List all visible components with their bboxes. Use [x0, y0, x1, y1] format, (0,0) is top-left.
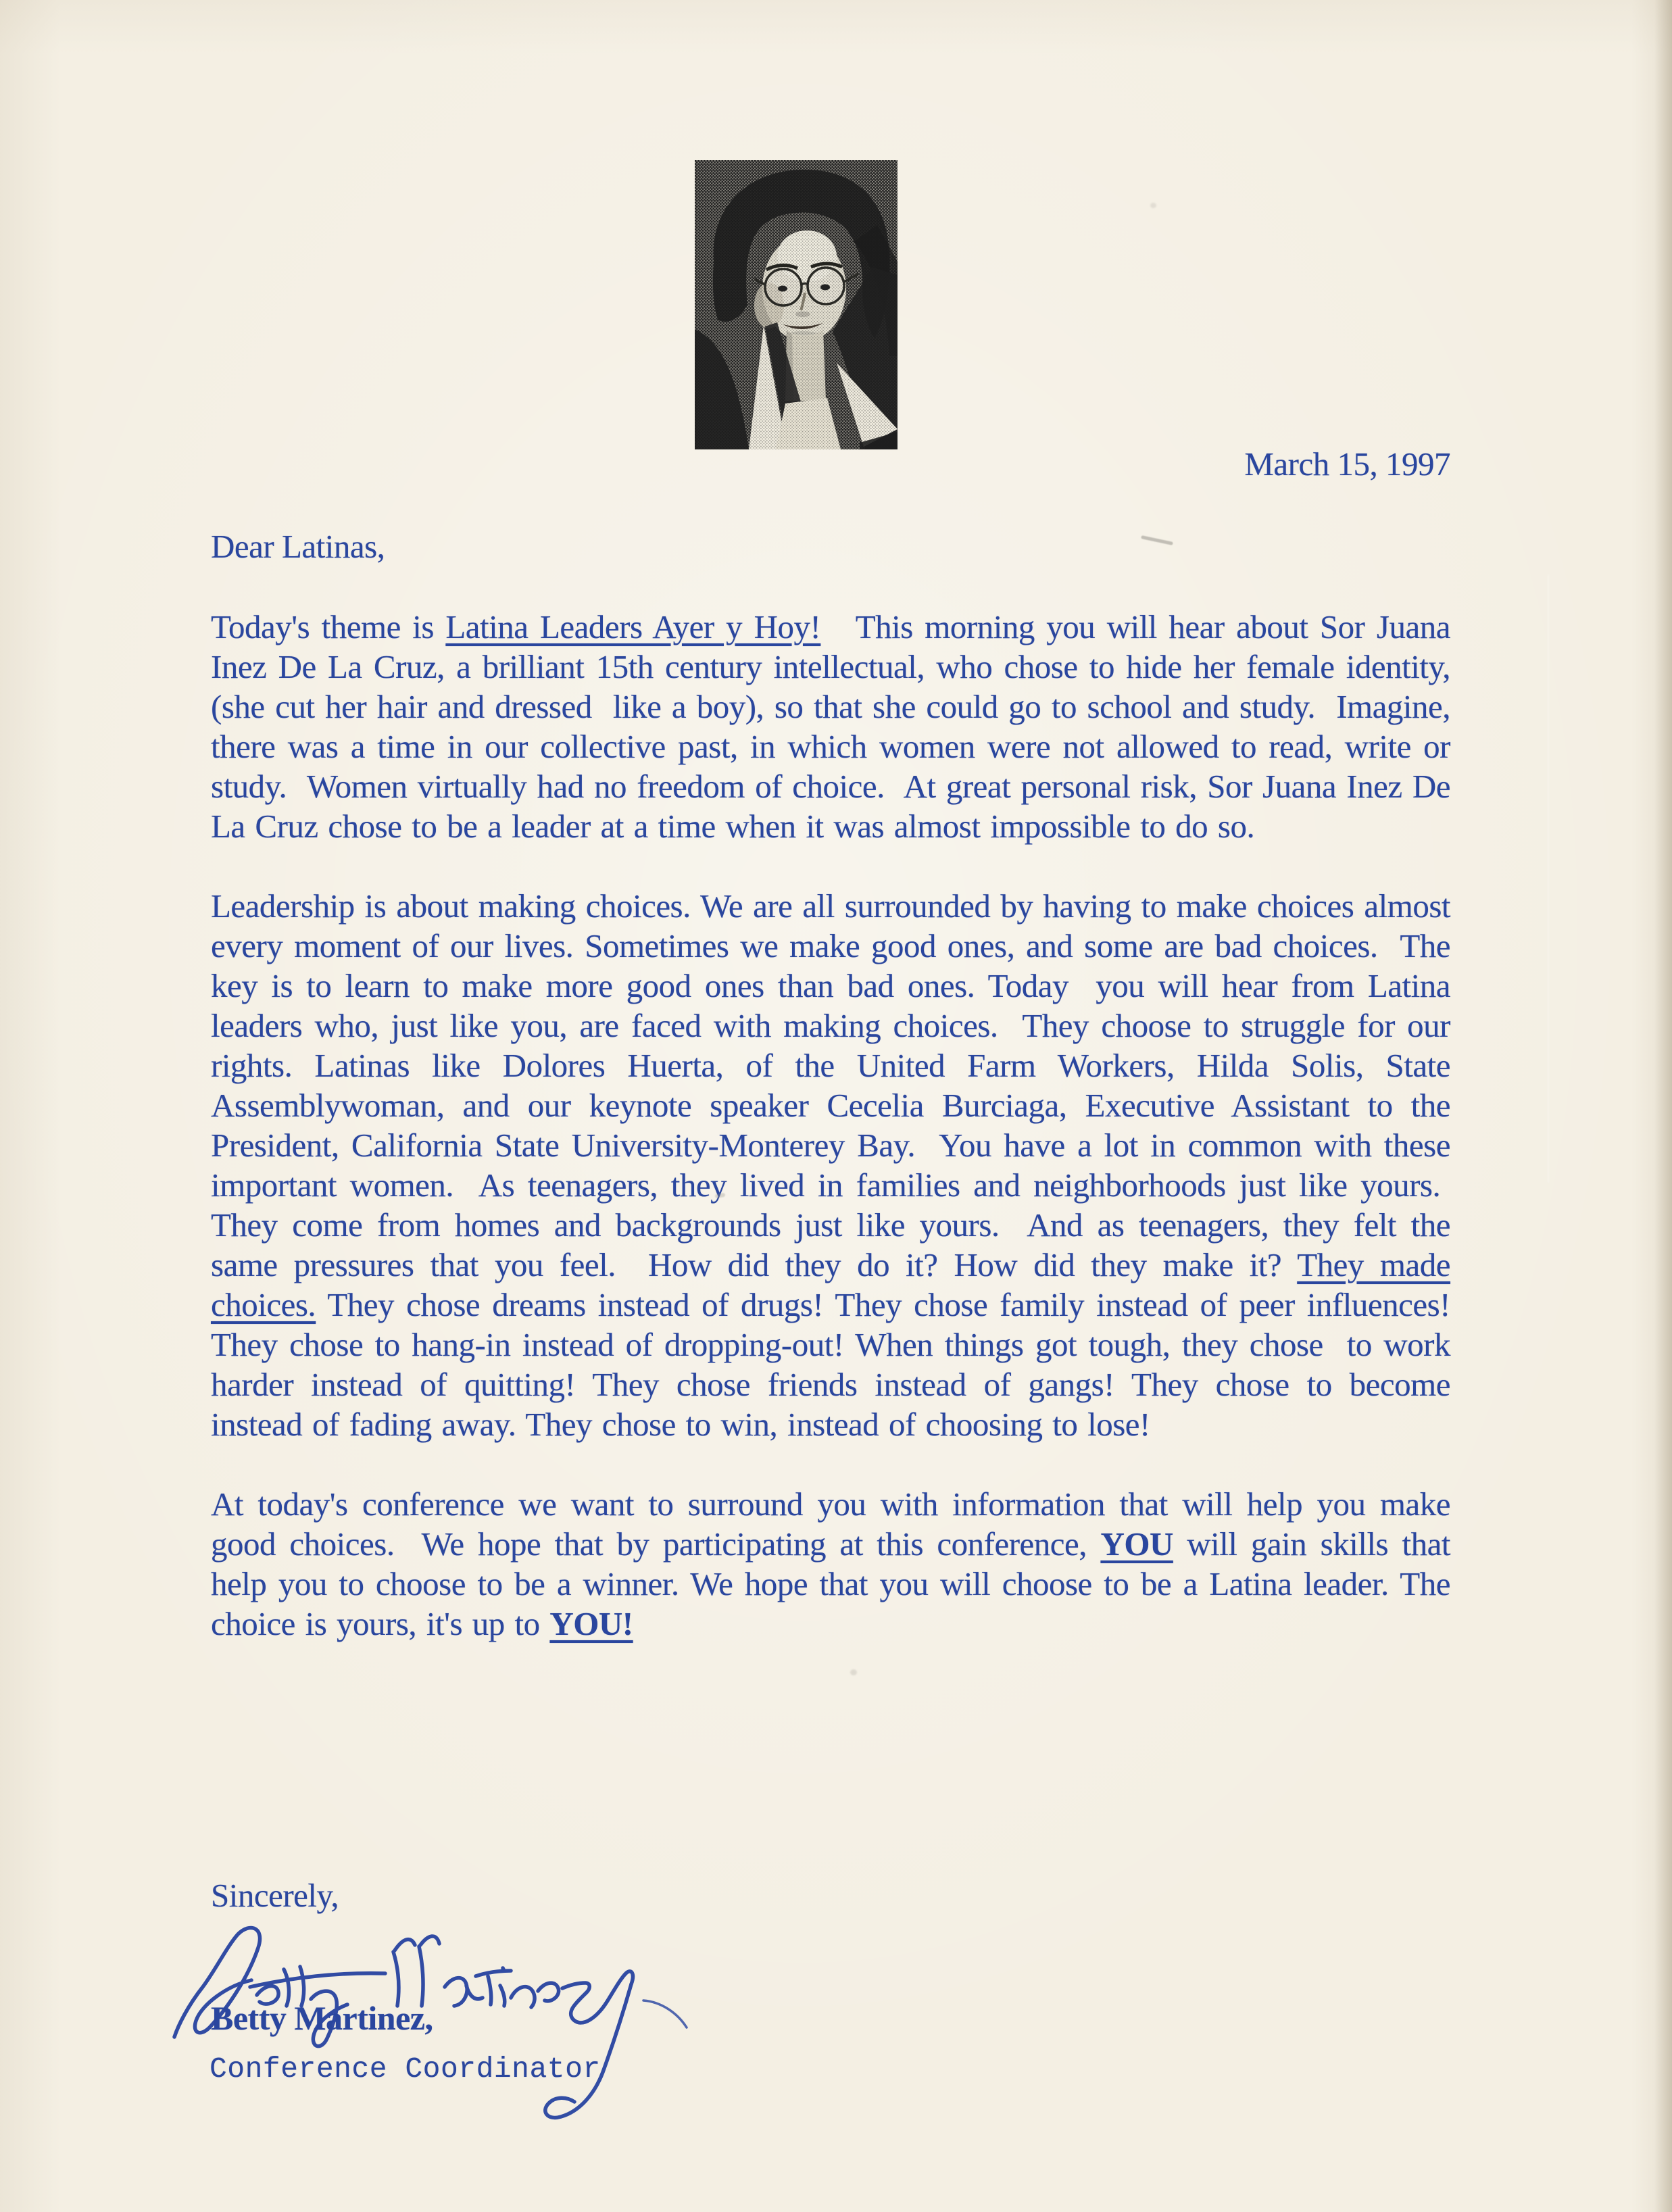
paragraph-text: Leadership is about making choices. We are all surrounded by having to make choices almost every moment of our lives. Sometimes we make good ones, and some are bad choices. The key is to learn to make more good ones than bad ones. Today you will hear from Latina leaders who, just like you, are faced with making choices. They choose to struggle for our rights. Latinas like Dolores Huerta, of the United Farm Workers, Hilda Solis, State Assemblywoman, and our keynote speaker Cecelia Burciaga, Executive Assistant to the President, California State University-Monterey Bay. You have a lot in common with these important women. As teenagers, they lived in families and neighborhoods just like yours. They come from homes and backgrounds just like yours. And as teenagers, they felt the same pressures that you feel. How did they do it? How did they make it? [211, 887, 1450, 1283]
page-edge-shadow [1654, 0, 1672, 2212]
emphasized-text: YOU [1100, 1525, 1173, 1563]
emphasized-text: They made choices. [211, 1246, 1450, 1323]
stray-pen-mark [643, 2000, 687, 2027]
portrait-photo [695, 160, 898, 449]
paragraph-text: They chose dreams instead of drugs! They chose family instead of peer influences! They chose to hang-in instead of dropping-out! When things got tough, they chose to work harder instead of quitting! They chose friends instead of gangs! They chose to become instead of fading away. They chose to win, instead of choosing to lose! [211, 1286, 1450, 1443]
scan-speck [1150, 203, 1156, 208]
paper-crease [1548, 574, 1549, 1183]
emphasized-text: Latina Leaders Ayer y Hoy! [445, 608, 821, 645]
emphasized-text: YOU! [549, 1605, 633, 1642]
scan-speck [850, 1669, 857, 1675]
paragraph-text: Today's theme is [211, 608, 446, 645]
valediction: Sincerely, [211, 1877, 339, 1914]
salutation: Dear Latinas, [211, 528, 385, 565]
pencil-smudge [1141, 535, 1173, 545]
letter-body [211, 607, 1450, 1644]
signed-name: Betty Martinez, [211, 1999, 433, 2037]
letter-paragraph [211, 607, 1450, 846]
portrait-photo-graphic [695, 160, 898, 449]
paragraph-text: This morning you will hear about Sor Juana Inez De La Cruz, a brilliant 15th century intellectual, who chose to hide her female identity, (she cut her hair and dressed like a boy), so that she could go to school and study. Imagine, there was a time in our collective past, in which women were not allowed to read, write or study. Women virtually had no freedom of choice. At great personal risk, Sor Juana Inez De La Cruz chose to be a leader at a time when it was almost impossible to do so. [211, 608, 1450, 845]
paragraph-text: will gain skills that help you to choose to be a winner. We hope that you will choose to be a Latina leader. The choice is yours, it's up to [211, 1525, 1451, 1642]
signed-title: Conference Coordinator [210, 2053, 601, 2086]
paragraph-text: At today's conference we want to surround you with information that will help you make good choices. We hope that by participating at this conference, [211, 1485, 1450, 1563]
letter-paragraph [211, 1484, 1450, 1644]
letter-paragraph [211, 886, 1450, 1444]
letter-date: March 15, 1997 [1244, 445, 1450, 483]
